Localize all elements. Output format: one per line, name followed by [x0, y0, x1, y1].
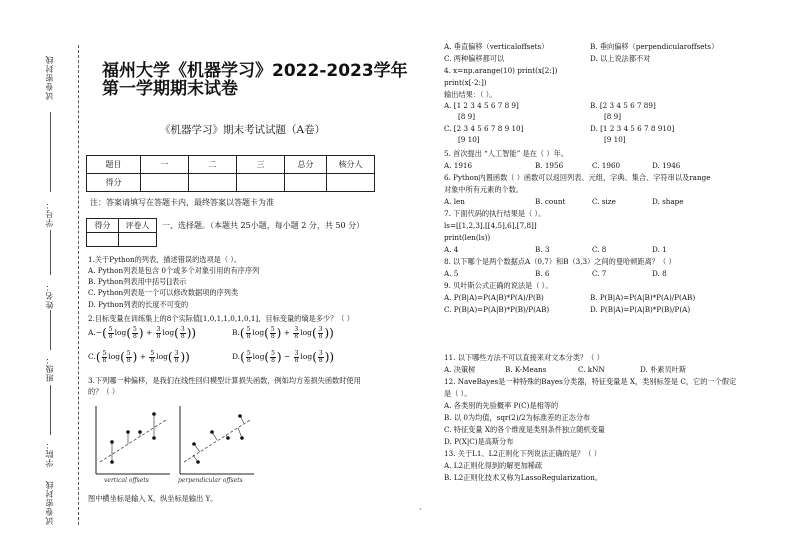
- exam-title-line1: 福州大学《机器学习》2022-2023学年: [102, 61, 408, 81]
- q12-option-a: A. 各类别的先验概率 P(C)是相等的: [444, 401, 559, 410]
- q5-option-b: B. 1956: [535, 161, 564, 170]
- seal-rule: [50, 230, 51, 275]
- name-label: 姓名：: [45, 282, 54, 309]
- q11-option-c: C. kNN: [578, 365, 605, 374]
- question-3-cont: 的？（ ）: [88, 387, 120, 396]
- question-4-line3: 输出结果：（ ）。: [444, 90, 497, 99]
- answer-note: 注：答案请填写在答题卡内，最终答案以答题卡为准: [90, 198, 274, 207]
- q6-option-c: C. size: [592, 197, 616, 206]
- score-header: 题目: [87, 156, 141, 174]
- q13-option-a: A. L2正则化得到的解更加稀疏: [444, 461, 543, 470]
- question-3: 3.下列哪一种偏移，是我们在线性回归模型计算损失函数，例如均方差损失函数时使用: [88, 376, 361, 385]
- seal-rule: [50, 112, 51, 192]
- score-header: 一: [141, 156, 189, 174]
- q3-option-b: B. 垂向偏移（perpendicularoffsets）: [590, 42, 719, 51]
- figure-caption: 图中横坐标是输入 X，纵坐标是输出 Y。: [88, 494, 218, 503]
- q11-option-d: D. 朴素贝叶斯: [640, 365, 687, 374]
- seal-label-top: 试卷密封线: [45, 55, 54, 100]
- question-12: 12. NaveBayes是一种特殊的Bayes分类器，特征变量是 X，类别标签是 C，它的一个假定: [444, 377, 737, 386]
- q8-option-a: A. 5: [444, 269, 459, 278]
- q5-option-d: D. 1946: [652, 161, 681, 170]
- q2-option-d: D.( $\frac{5}{8}$ log( $\frac{5}{8}$ ) − $\frac{3}{8}$ log( $\frac{3}{8}$ )): [232, 349, 335, 364]
- score-row-label: 得分: [87, 174, 141, 192]
- question-7-code2: print(len(ls)): [444, 233, 491, 242]
- q6-option-a: A. len: [444, 197, 465, 206]
- q3-option-d: D. 以上说法都不对: [590, 54, 651, 63]
- q3-option-c: C. 两种偏移都可以: [444, 54, 505, 63]
- q6-option-d: D. shape: [652, 197, 684, 206]
- question-9: 9. 贝叶斯公式正确的说法是（ ）。: [444, 281, 553, 290]
- score-header: 总分: [285, 156, 327, 174]
- q4-option-a: A. [1 2 3 4 5 6 7 8 9]: [444, 101, 519, 110]
- q7-option-c: C. 8: [592, 245, 607, 254]
- section1-heading: 一、选择题。（本题共 25小题，每小题 2 分，共 50 分）: [162, 221, 365, 230]
- question-6: 6. Python内置函数（ ）函数可以返回列表、元组、字典、集合、字符串以及range: [444, 173, 711, 182]
- seal-rule: [50, 310, 51, 350]
- perpendicular-offsets-caption: perpendicular offsets: [178, 477, 243, 484]
- q12-option-d: D. P(X|C)是高斯分布: [444, 437, 514, 446]
- q9-option-a: A. P(B|A)=P(A|B)*P(A)/P(B): [444, 293, 544, 302]
- grader-cell[interactable]: [119, 233, 157, 247]
- seal-rule: [50, 385, 51, 435]
- grader-score-label: 得分: [87, 219, 119, 233]
- q6-option-b: B. count: [535, 197, 566, 206]
- q4-option-d-line2: [9 10]: [604, 135, 626, 144]
- q1-option-d: D. Python列表的长度不可变的: [88, 300, 189, 309]
- grader-score-cell[interactable]: [87, 233, 119, 247]
- perpendicular-offsets-figure: [176, 402, 256, 482]
- score-header: 二: [189, 156, 237, 174]
- q13-option-b: B. L2正则化技术又称为LassoRegularization。: [444, 473, 603, 482]
- q4-option-c: C. [2 3 4 5 6 7 8 9 10]: [444, 124, 524, 133]
- question-2: 2.目标变量在训练集上的8个实际值[1,0,1,1,0,1,0,1]，目标变量的熵是多少？（ ）: [88, 314, 354, 323]
- grader-table: [86, 218, 157, 247]
- q4-option-a-line2: [8 9]: [458, 112, 476, 121]
- page-mark: ·: [419, 505, 422, 514]
- q2-option-c: C.( $\frac{5}{8}$ log( $\frac{5}{8}$ ) + $\frac{5}{8}$ log( $\frac{3}{8}$ )): [88, 349, 190, 364]
- seal-label-bottom: 试卷密封线: [45, 480, 54, 525]
- q8-option-b: B. 6: [535, 269, 550, 278]
- question-4: 4. x=np.arange(10) print(x[2:]): [444, 66, 558, 75]
- q7-option-d: D. 1: [652, 245, 667, 254]
- question-6-cont: 对象中所有元素的个数。: [444, 185, 524, 194]
- score-cell[interactable]: [327, 174, 375, 192]
- q8-option-c: C. 7: [592, 269, 607, 278]
- q4-option-d: D. [1 2 3 4 5 6 7 8 910]: [590, 124, 675, 133]
- q7-option-b: B. 3: [535, 245, 550, 254]
- q12-option-c: C. 特征变量 X的各个维度是类别条件独立随机变量: [444, 425, 605, 434]
- q4-option-b-line2: [8 9]: [604, 112, 622, 121]
- vertical-offsets-figure: [92, 402, 172, 482]
- question-5: 5. 首次提出 “人工智能” 是在（ ）年。: [444, 149, 568, 158]
- q2-option-b: B.( $\frac{5}{8}$ log( $\frac{5}{8}$ ) + $\frac{3}{8}$ log( $\frac{3}{8}$ )): [232, 325, 334, 340]
- q4-option-c-line2: [9 10]: [458, 135, 480, 144]
- q11-option-a: A. 决策树: [444, 365, 476, 374]
- q1-option-a: A. Python列表是包含 0个或多个对象引用的有序序列: [88, 266, 260, 275]
- student-id-label: 学号：: [45, 200, 54, 227]
- q9-option-d: D. P(B|A)=P(A|B)*P(B)/P(A): [590, 305, 691, 314]
- score-cell[interactable]: [237, 174, 285, 192]
- college-label: 学院：: [45, 440, 54, 467]
- score-header: 核分人: [327, 156, 375, 174]
- score-header: 三: [237, 156, 285, 174]
- seal-dashed-line: [78, 45, 79, 525]
- q9-option-c: C. P(B|A)=P(A|B)*P(B)/P(AB): [444, 305, 550, 314]
- score-cell[interactable]: [141, 174, 189, 192]
- question-1: 1.关于Python的列表，描述错误的选项是（ ）。: [88, 255, 242, 264]
- score-table: [86, 155, 375, 192]
- score-cell[interactable]: [189, 174, 237, 192]
- q5-option-a: A. 1916: [444, 161, 473, 170]
- q1-option-c: C. Python列表是一个可以修改数据项的序列类: [88, 288, 239, 297]
- question-4-line2: print(x[-2:]): [444, 78, 487, 87]
- exam-subtitle: 《机器学习》期末考试试题（A卷）: [160, 124, 326, 136]
- q9-option-b: B. P(B|A)=P(A|B)*P(A)/P(AB): [590, 293, 696, 302]
- q2-option-a: A.−( $\frac{5}{8}$ log( $\frac{5}{8}$ ) + $\frac{3}{8}$ log( $\frac{3}{8}$ )): [88, 325, 197, 340]
- vertical-offsets-caption: vertical offsets: [104, 477, 149, 484]
- score-cell[interactable]: [285, 174, 327, 192]
- q11-option-b: B. K-Means: [505, 365, 547, 374]
- class-label: 班级：: [45, 355, 54, 382]
- q1-option-b: B. Python列表用中括号[]表示: [88, 277, 187, 286]
- question-7-code1: ls=[[1,2,3],[[4,5],6],[7,8]]: [444, 221, 537, 230]
- grader-label: 评卷人: [119, 219, 157, 233]
- question-8: 8. 以下哪个是两个数据点A（0,7）和B（3,3）之间的曼哈顿距离？（ ）: [444, 257, 676, 266]
- q8-option-d: D. 8: [652, 269, 667, 278]
- q7-option-a: A. 4: [444, 245, 459, 254]
- q4-option-b: B. [2 3 4 5 6 7 89]: [590, 101, 656, 110]
- q3-option-a: A. 垂直偏移（verticaloffsets）: [444, 42, 549, 51]
- question-12-cont: 是（ ）。: [444, 389, 472, 398]
- q5-option-c: C. 1960: [592, 161, 621, 170]
- exam-title-line2: 第一学期期末试卷: [102, 79, 238, 99]
- question-7: 7. 下面代码的执行结果是（ ）。: [444, 209, 546, 218]
- question-13: 13. 关于L1、L2正则化下列说法正确的是？（ ）: [444, 449, 601, 458]
- q12-option-b: B. 以 0为均值，sqr(2)/2为标准差的正态分布: [444, 413, 591, 422]
- question-11: 11. 以下哪些方法不可以直接来对文本分类？（ ）: [444, 353, 604, 362]
